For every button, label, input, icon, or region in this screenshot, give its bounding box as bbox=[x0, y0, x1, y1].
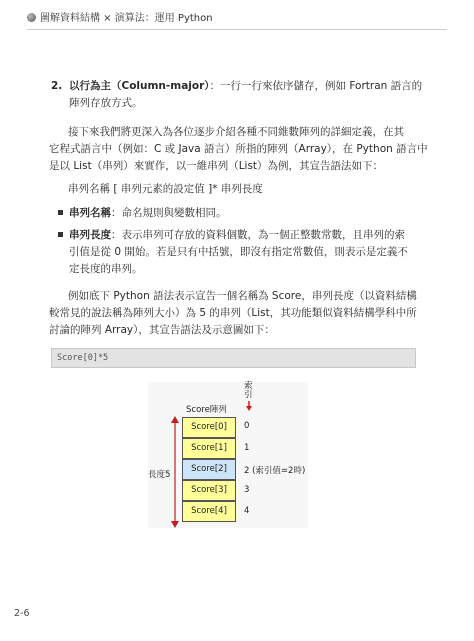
bullet-text: ：命名規則與變數相同。 bbox=[111, 207, 227, 219]
array-cell: Score[4] bbox=[182, 501, 236, 522]
section-term: 以行為主（Column-major） bbox=[68, 80, 210, 92]
index-value: 2 (索引值=2時) bbox=[244, 466, 306, 476]
index-value: 0 bbox=[244, 421, 250, 431]
running-header bbox=[27, 9, 213, 24]
array-diagram bbox=[148, 382, 308, 528]
length-label: 長度5 bbox=[148, 470, 171, 480]
bullet-square-icon bbox=[58, 232, 63, 237]
section-2-line1 bbox=[51, 78, 422, 95]
header-divider bbox=[27, 29, 447, 30]
intro-line3: 是以 List（串列）來實作，以一維串列（List）為例，其宣告語法如下： bbox=[49, 160, 384, 172]
intro-line1: 接下來我們將更深入為各位逐步介紹各種不同維數陣列的詳細定義，在其 bbox=[68, 126, 404, 138]
example-line3: 討論的陣列 Array），其宣告語法及示意圖如下： bbox=[49, 324, 275, 336]
array-cell: Score[0] bbox=[182, 417, 236, 438]
array-cell-highlighted: Score[2] bbox=[182, 459, 236, 480]
bullet-square-icon bbox=[58, 210, 63, 215]
index-arrow-icon bbox=[244, 401, 254, 411]
index-value: 1 bbox=[244, 443, 250, 453]
index-value: 3 bbox=[244, 485, 250, 495]
section-2-line2: 陣列存放方式。 bbox=[69, 97, 143, 109]
section-number: 2. bbox=[51, 80, 63, 92]
index-value: 4 bbox=[244, 506, 250, 516]
bullet-length-line2: 引值是從 0 開始。若是只有中括號，即沒有指定常數值，則表示是定義不 bbox=[69, 246, 408, 258]
bullet-term: 串列名稱 bbox=[69, 207, 111, 219]
index-label: 索引 bbox=[244, 381, 253, 400]
length-bracket-icon bbox=[170, 416, 180, 528]
section-text: ：一行一行來依序儲存，例如 Fortran 語言的 bbox=[209, 80, 423, 92]
array-cell: Score[1] bbox=[182, 438, 236, 459]
book-icon bbox=[27, 13, 36, 22]
bullet-text: ：表示串列可存放的資料個數，為一個正整數常數，且串列的索 bbox=[111, 229, 405, 241]
bullet-length-line3: 定長度的串列。 bbox=[69, 263, 143, 275]
bullet-term: 串列長度 bbox=[69, 229, 111, 241]
example-line2: 較常見的說法稱為陣列大小）為 5 的串列（List，其功能類似資料結構學科中所 bbox=[49, 307, 417, 319]
bullet-list-length bbox=[58, 227, 405, 244]
code-block: Score[0]*5 bbox=[51, 348, 416, 368]
array-cell: Score[3] bbox=[182, 480, 236, 501]
intro-line2: 它程式語言中（例如：C 或 Java 語言）所指的陣列（Array），在 Python 語言中 bbox=[49, 143, 428, 155]
book-title: 圖解資料結構 × 演算法：運用 Python bbox=[40, 13, 213, 24]
syntax-line: 串列名稱 [ 串列元素的設定值 ]* 串列長度 bbox=[68, 183, 263, 195]
example-line1: 例如底下 Python 語法表示宣告一個名稱為 Score，串列長度（以資料結構 bbox=[68, 290, 417, 302]
array-title: Score陣列 bbox=[186, 405, 227, 415]
bullet-list-name bbox=[58, 205, 227, 222]
page-number: 2-6 bbox=[14, 608, 30, 619]
